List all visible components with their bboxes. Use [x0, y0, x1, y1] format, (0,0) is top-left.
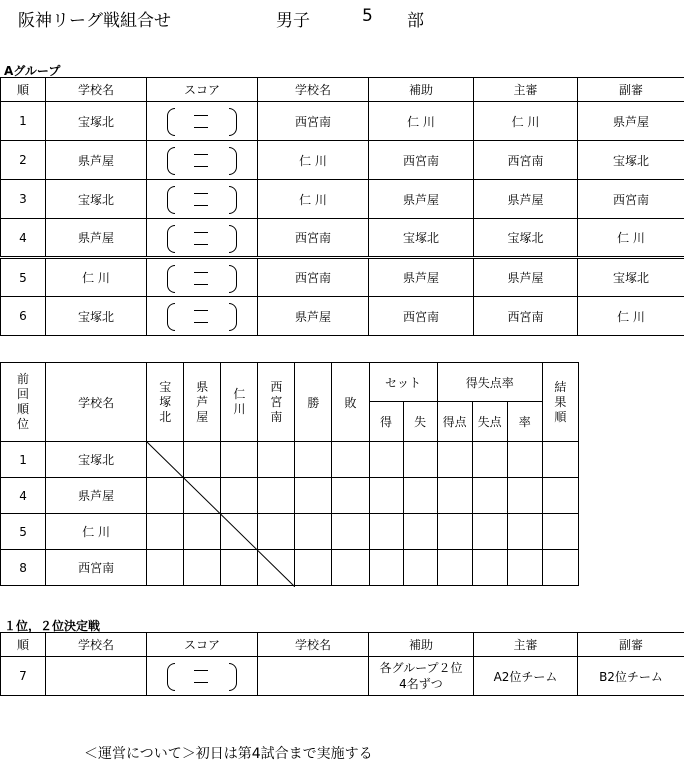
team2: 西宮南	[258, 258, 369, 297]
referee: 県芦屋	[474, 180, 578, 219]
table-row	[1, 219, 684, 258]
score-cell[interactable]	[147, 258, 258, 297]
cell[interactable]	[295, 514, 332, 550]
cell[interactable]	[542, 478, 578, 514]
header-no: 順	[1, 633, 46, 657]
aux: 宝塚北	[369, 219, 474, 258]
score-bracket	[167, 184, 237, 214]
title-number: 5	[362, 6, 373, 26]
cell[interactable]	[295, 550, 332, 586]
header-team-1: 宝 塚 北	[147, 363, 184, 442]
team1: 宝塚北	[46, 297, 147, 336]
match-no: 5	[1, 258, 46, 297]
header-points-for: 得点	[437, 402, 472, 442]
header-ratio: 率	[507, 402, 542, 442]
score-cell[interactable]	[147, 219, 258, 258]
cell[interactable]	[369, 514, 403, 550]
final-table	[0, 632, 684, 696]
prev-rank: 1	[1, 442, 46, 478]
group-a-table	[0, 77, 684, 336]
group-a-label: Aグループ	[4, 64, 61, 78]
team1: 県芦屋	[46, 219, 147, 258]
cell[interactable]	[369, 442, 403, 478]
team1: 仁 川	[46, 258, 147, 297]
referee: 県芦屋	[474, 258, 578, 297]
aux-line1: 各グループ２位	[379, 661, 463, 675]
aux: 西宮南	[369, 141, 474, 180]
table-row	[1, 102, 684, 141]
prev-rank: 5	[1, 514, 46, 550]
sub-referee: B2位チーム	[578, 657, 684, 696]
cell[interactable]	[332, 478, 369, 514]
header-win: 勝	[295, 363, 332, 442]
final-label: １位，２位決定戦	[4, 619, 101, 633]
school: 宝塚北	[46, 442, 147, 478]
cell[interactable]	[472, 550, 507, 586]
aux: 仁 川	[369, 102, 474, 141]
table-row	[1, 657, 684, 696]
diagonal-line	[147, 442, 295, 587]
cell[interactable]	[295, 478, 332, 514]
header-loss: 敗	[332, 363, 369, 442]
sub-referee: 仁 川	[578, 219, 684, 258]
header-aux: 補助	[369, 78, 474, 102]
cell[interactable]	[437, 442, 472, 478]
score-cell[interactable]	[147, 141, 258, 180]
cell[interactable]	[507, 442, 542, 478]
sub-referee: 県芦屋	[578, 102, 684, 141]
referee: 宝塚北	[474, 219, 578, 258]
final-header-row	[1, 633, 684, 657]
match-no: 6	[1, 297, 46, 336]
header-team-3: 仁 川	[221, 363, 258, 442]
school: 県芦屋	[46, 478, 147, 514]
aux: 県芦屋	[369, 180, 474, 219]
cell[interactable]	[472, 514, 507, 550]
cell[interactable]	[437, 550, 472, 586]
cell[interactable]	[369, 478, 403, 514]
header-no: 順	[1, 78, 46, 102]
cell[interactable]	[542, 442, 578, 478]
header-score: スコア	[147, 78, 258, 102]
table-row	[1, 180, 684, 219]
cell[interactable]	[403, 478, 437, 514]
cell[interactable]	[472, 442, 507, 478]
header-referee: 主審	[474, 78, 578, 102]
title-gender: 男子	[276, 11, 310, 31]
score-cell[interactable]	[147, 102, 258, 141]
header-team-2: 県 芦 屋	[184, 363, 221, 442]
cell[interactable]	[295, 442, 332, 478]
header-result: 結 果 順	[542, 363, 578, 442]
team2[interactable]	[258, 657, 369, 696]
score-cell[interactable]	[147, 297, 258, 336]
referee: A2位チーム	[474, 657, 578, 696]
score-cell[interactable]	[147, 180, 258, 219]
table-row	[1, 141, 684, 180]
cell[interactable]	[332, 550, 369, 586]
score-bracket	[167, 661, 237, 691]
cell[interactable]	[437, 514, 472, 550]
cell[interactable]	[369, 550, 403, 586]
cell[interactable]	[403, 550, 437, 586]
header-school1: 学校名	[46, 78, 147, 102]
team1: 宝塚北	[46, 180, 147, 219]
standings-header-row	[1, 363, 579, 402]
cell[interactable]	[437, 478, 472, 514]
header-school1: 学校名	[46, 633, 147, 657]
cell[interactable]	[332, 442, 369, 478]
aux-line2: 4名ずつ	[399, 677, 443, 691]
header-score: スコア	[147, 633, 258, 657]
school: 仁 川	[46, 514, 147, 550]
referee: 西宮南	[474, 141, 578, 180]
aux	[369, 657, 474, 696]
cell[interactable]	[542, 550, 578, 586]
score-bracket	[167, 145, 237, 175]
team1: 県芦屋	[46, 141, 147, 180]
cell[interactable]	[507, 478, 542, 514]
header-points: 得失点率	[437, 363, 542, 402]
referee: 仁 川	[474, 102, 578, 141]
header-set-won: 得	[369, 402, 403, 442]
header-aux: 補助	[369, 633, 474, 657]
table-row	[1, 258, 684, 297]
score-bracket	[167, 301, 237, 331]
sub-referee: 宝塚北	[578, 258, 684, 297]
sub-referee: 宝塚北	[578, 141, 684, 180]
cell[interactable]	[507, 514, 542, 550]
cell[interactable]	[542, 514, 578, 550]
match-no: 2	[1, 141, 46, 180]
header-team-4: 西 宮 南	[258, 363, 295, 442]
team2: 仁 川	[258, 141, 369, 180]
header-sub-referee: 副審	[578, 633, 684, 657]
header-school2: 学校名	[258, 78, 369, 102]
team2: 西宮南	[258, 219, 369, 258]
score-bracket	[167, 223, 237, 253]
team2: 県芦屋	[258, 297, 369, 336]
sub-referee: 仁 川	[578, 297, 684, 336]
match-no: 1	[1, 102, 46, 141]
team2: 仁 川	[258, 180, 369, 219]
cell[interactable]	[332, 514, 369, 550]
match-no: 3	[1, 180, 46, 219]
cell[interactable]	[403, 442, 437, 478]
title-main: 阪神リーグ戦組合せ	[18, 11, 171, 31]
prev-rank: 4	[1, 478, 46, 514]
table-row	[1, 297, 684, 336]
score-bracket	[167, 263, 237, 293]
team1[interactable]	[46, 657, 147, 696]
referee: 西宮南	[474, 297, 578, 336]
aux: 県芦屋	[369, 258, 474, 297]
cell[interactable]	[472, 478, 507, 514]
header-points-against: 失点	[472, 402, 507, 442]
team2: 西宮南	[258, 102, 369, 141]
header-referee: 主審	[474, 633, 578, 657]
header-school: 学校名	[46, 363, 147, 442]
school: 西宮南	[46, 550, 147, 586]
footer-note: ＜運営について＞初日は第4試合まで実施する	[84, 746, 373, 762]
cell[interactable]	[507, 550, 542, 586]
score-bracket	[167, 106, 237, 136]
team1: 宝塚北	[46, 102, 147, 141]
group-a-header-row	[1, 78, 684, 102]
score-cell[interactable]	[147, 657, 258, 696]
header-set: セット	[369, 363, 437, 402]
header-prev-rank: 前 回 順 位	[1, 363, 46, 442]
title-division: 部	[407, 11, 424, 31]
header-set-lost: 失	[403, 402, 437, 442]
match-no: 4	[1, 219, 46, 258]
header-sub-referee: 副審	[578, 78, 684, 102]
page-title	[0, 6, 684, 32]
match-no: 7	[1, 657, 46, 696]
sub-referee: 西宮南	[578, 180, 684, 219]
aux: 西宮南	[369, 297, 474, 336]
cell[interactable]	[403, 514, 437, 550]
prev-rank: 8	[1, 550, 46, 586]
header-school2: 学校名	[258, 633, 369, 657]
